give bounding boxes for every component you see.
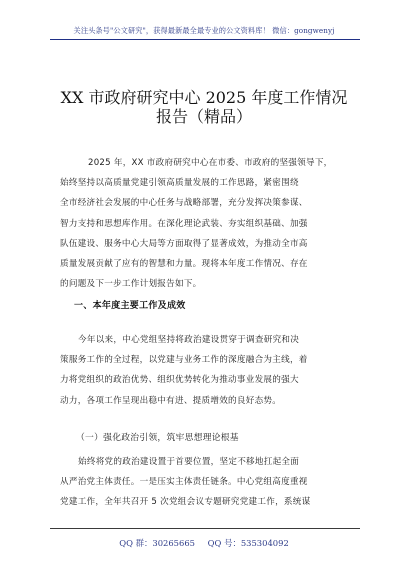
section-paragraph <box>60 330 360 411</box>
paragraph-line: 始终将党的政治建设置于首要位置，坚定不移地扛起全面 <box>78 457 300 467</box>
footer-divider <box>50 528 360 529</box>
paragraph-line: 始终坚持以高质量党建引领高质量发展的工作思路，紧密围绕 <box>60 178 299 189</box>
section-heading: 一、本年度主要工作及成效 <box>74 301 186 311</box>
paragraph-line: 质量发展贡献了应有的智慧和力量。现将本年度工作情况、存在 <box>60 258 308 269</box>
subsection-paragraph <box>60 452 360 513</box>
document-title-line-2: 报告（精品） <box>155 107 252 126</box>
paragraph-line: 智力支持和思想库作用。在深化理论武装、夯实组织基础、加强 <box>60 218 308 229</box>
paragraph-line: 力将党组织的政治优势、组织优势转化为推动事业发展的强大 <box>60 375 299 386</box>
qq-number-text: QQ 号：535304092 <box>207 538 289 548</box>
paragraph-line: 2025 年，XX 市政府研究中心在市委、市政府的坚强领导下， <box>88 158 333 168</box>
promo-header: 关注头条号"公文研究"，获得最新最全最专业的公文资料库！ 微信：gongwenyj <box>73 26 335 35</box>
qq-group-text: QQ 群：30265665 <box>119 538 195 548</box>
paragraph-line: 动力，各项工作呈现出稳中有进、提质增效的良好态势。 <box>60 395 282 406</box>
paragraph-line: 全市经济社会发展的中心任务与战略部署，充分发挥决策参谋、 <box>60 198 308 209</box>
paragraph-line: 策服务工作的全过程，以党建与业务工作的深度融合为主线，着 <box>60 355 308 366</box>
document-title-line-1: XX 市政府研究中心 2025 年度工作情况 <box>60 88 348 107</box>
subsection-heading: （一）强化政治引领，筑牢思想理论根基 <box>76 433 239 443</box>
header-divider <box>50 39 360 40</box>
paragraph-line: 的问题及下一步工作计划报告如下。 <box>60 279 202 290</box>
paragraph-line: 今年以来，中心党组坚持将政治建设贯穿于调查研究和决 <box>78 335 300 345</box>
intro-paragraph <box>60 153 360 294</box>
paragraph-line: 队伍建设、服务中心大局等方面取得了显著成效，为推动全市高 <box>60 238 308 249</box>
paragraph-line: 从严治党主体责任。一是压实主体责任链条。中心党组高度重视 <box>60 477 308 488</box>
footer-contact <box>0 537 408 549</box>
paragraph-line: 党建工作，全年共召开 5 次党组会议专题研究党建工作，系统谋 <box>60 497 311 508</box>
